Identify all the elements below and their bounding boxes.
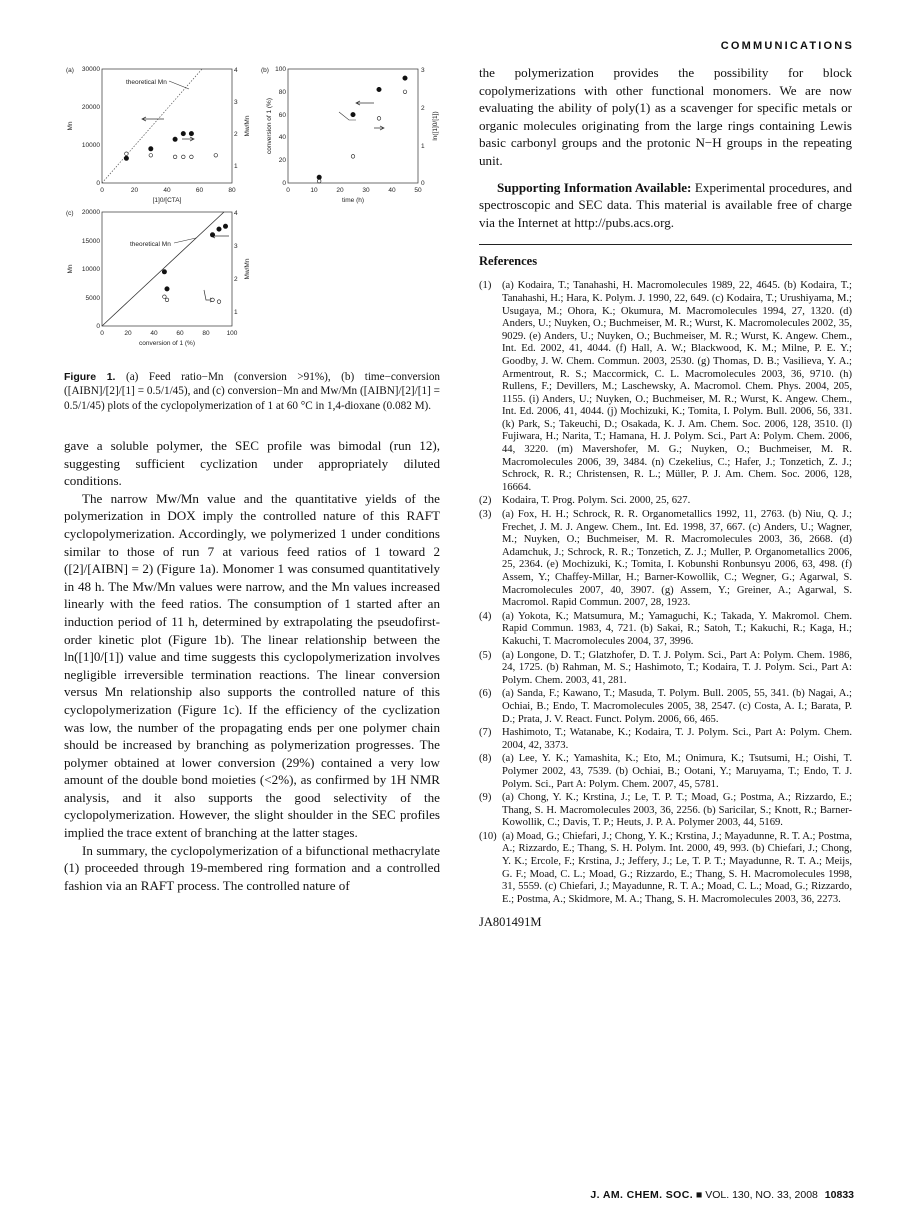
panel-a-label: (a)	[66, 67, 74, 74]
pb-y2tick: 3	[421, 67, 425, 74]
pb-y2tick: 0	[421, 180, 425, 187]
reference-number: (9)	[479, 792, 492, 804]
references-divider	[479, 244, 852, 245]
panel-c-mwmn-point	[163, 295, 167, 299]
pa-xtick: 20	[130, 187, 139, 194]
panel-b	[261, 66, 439, 204]
panel-a-mwmn-point	[214, 154, 218, 158]
panel-b-ln-point	[317, 179, 321, 183]
pa-y2tick: 2	[234, 131, 238, 138]
pc-xlabel: conversion of 1 (%)	[139, 340, 195, 347]
reference-number: (7)	[479, 727, 492, 739]
reference-number: (8)	[479, 753, 492, 765]
pb-y2label: ln([1]0/[1])	[432, 111, 439, 141]
reference-number: (4)	[479, 610, 492, 622]
panel-c-frame	[102, 212, 232, 326]
figure-caption-text: (a) Feed ratio−Mn (conversion >91%), (b) time−conversion ([AIBN]/[2]/[1] = 0.5/1/45), and (c) conversion−Mn and Mw/Mn ([AIBN]/[2]/[1] = 0.5/1/45) plots of the cyclopolymerization of 1 at 60 °C in 1,4-dioxane (0.082 M).	[64, 371, 441, 412]
panel-a-mn-point	[124, 156, 128, 160]
right-paragraph-1: the polymerization provides the possibility for block copolymerizations with other functional monomers. We are now evaluating the ability of poly(1) as a scavenger for specific metals or organic molecules originating from the large rings containing Lewis basic carbonyl groups and the protonic N−H groups in the repeating unit.	[479, 65, 852, 168]
figure-1	[64, 62, 454, 362]
reference-text: Kodaira, T. Prog. Polym. Sci. 2000, 25, 627.	[502, 495, 691, 507]
pb-ytick: 0	[282, 180, 286, 187]
panel-a	[66, 66, 251, 204]
left-paragraph-3: In summary, the cyclopolymerization of a bifunctional methacrylate (1) proceeded through 19-membered ring formation and a controlled fashion via an RAFT process. The controlled nature of	[64, 842, 440, 893]
pb-xtick: 0	[286, 187, 290, 194]
pa-y2tick: 3	[234, 99, 238, 106]
reference-text: (a) Sanda, F.; Kawano, T.; Masuda, T. Polym. Bull. 2005, 55, 341. (b) Nagai, A.; Ochiai, B.; Endo, T. Macromolecules 2005, 38, 2547. (c) Costa, A. I.; Barata, P. D.; Prata, J. V. React. Funct. Polym. 2006, 66, 465.	[502, 688, 852, 725]
reference-text: (a) Chong, Y. K.; Krstina, J.; Le, T. P. T.; Moad, G.; Postma, A.; Rizzardo, E.; Thang, S. H. Macromolecules 2003, 36, 2256. (b) Saricilar, S.; Knott, R.; Barner-Kowollik, C.; Davis, T. P.; Heuts, J. P. A. Polymer 2003, 44, 5169.	[502, 792, 852, 829]
panel-c-mn-point	[223, 224, 227, 228]
pc-xtick: 40	[150, 330, 158, 337]
panel-b-conversion-point	[403, 76, 407, 80]
pb-xlabel: time (h)	[341, 197, 365, 204]
pc-ytick: 0	[96, 323, 100, 330]
footer-page-number: 10833	[824, 1189, 854, 1201]
reference-number: (5)	[479, 649, 492, 661]
pb-xtick: 10	[310, 187, 318, 194]
reference-text: (a) Moad, G.; Chiefari, J.; Chong, Y. K.; Krstina, J.; Mayadunne, R. T. A.; Postma, A.; Rizzardo, E.; Thang, S. H. Polym. Int. 2000, 49, 993. (b) Chiefari, J.; Chong, Y. K.; Ercole, F.; Krstina, J.; Jeffery, J.; Le, T. P. T.; Mayadunne, R. T. A.; Meijs, G. F.; Moad, C. L.; Moad, G.; Rizzardo, E.; Thang, S. H. Macromolecules 1998, 31, 5559. (c) Chiefari, J.; Mayadunne, R. T. A.; Moad, C. L.; Moad, G.; Rizzardo, E.; Postma, A.; Skidmore, M. A.; Thang, S. H. Macromolecules 2003, 36, 2273.	[502, 830, 852, 905]
panel-a-arrow-left	[142, 117, 164, 121]
reference-item	[479, 495, 852, 508]
pb-y2tick: 2	[421, 105, 425, 112]
left-column	[64, 437, 440, 894]
panel-a-mwmn-point	[190, 155, 194, 159]
pb-y2tick: 1	[421, 143, 425, 150]
pa-ytick: 0	[96, 180, 100, 187]
panel-b-frame	[288, 69, 418, 183]
reference-item	[479, 509, 852, 610]
panel-a-mwmn-point	[173, 155, 177, 159]
footer-volume: VOL. 130, NO. 33, 2008	[705, 1189, 818, 1201]
pc-y2label: Mw/Mn	[244, 258, 251, 280]
pb-ytick: 80	[278, 89, 286, 96]
panel-b-conversion-point	[317, 175, 321, 179]
reference-number: (1)	[479, 280, 492, 292]
figure-caption	[64, 370, 440, 413]
panel-b-label: (b)	[261, 67, 269, 74]
pa-ytick: 20000	[81, 104, 100, 111]
reference-item	[479, 792, 852, 830]
pc-y2tick: 1	[234, 309, 238, 316]
pa-y2label: Mw/Mn	[244, 115, 251, 137]
left-paragraph-1: gave a soluble polymer, the SEC profile was bimodal (run 12), suggesting sufficient cyclization under appropriately diluted conditions.	[64, 438, 440, 489]
references-list	[479, 280, 852, 906]
references-heading: References	[479, 254, 538, 269]
panel-b-arrow-right	[374, 126, 384, 130]
supporting-information	[479, 179, 852, 232]
pc-xtick: 20	[124, 330, 132, 337]
panel-a-mwmn-point	[125, 152, 129, 156]
panel-c-mwmn-point	[211, 298, 215, 302]
panel-b-ln-point	[403, 90, 407, 94]
figure-caption-label: Figure 1.	[64, 371, 116, 383]
pc-y2tick: 2	[234, 276, 238, 283]
reference-number: (10)	[479, 830, 497, 842]
reference-text: (a) Lee, Y. K.; Yamashita, K.; Eto, M.; Onimura, K.; Tsutsumi, H.; Oishi, T. Polymer 2002, 43, 7539. (b) Ochiai, B.; Ootani, Y.; Maruyama, T.; Endo, T. J. Polym. Sci., Part A: Polym. Chem. 2007, 45, 5781.	[502, 753, 852, 790]
pb-ytick: 60	[278, 112, 286, 119]
footer-journal: J. AM. CHEM. SOC.	[590, 1189, 694, 1201]
panel-c-label: (c)	[66, 210, 74, 217]
pc-y2tick: 4	[234, 210, 238, 217]
pc-xtick: 0	[100, 330, 104, 337]
pc-ytick: 15000	[81, 238, 100, 245]
pc-ytick: 20000	[81, 209, 100, 216]
pc-xtick: 80	[202, 330, 210, 337]
pa-xtick: 80	[228, 187, 236, 194]
panel-c-theory-line	[102, 212, 224, 326]
pa-y2tick: 1	[234, 163, 238, 170]
panel-b-ln-point	[351, 155, 355, 159]
panel-c	[66, 209, 251, 347]
pa-y2tick: 4	[234, 67, 238, 74]
panel-a-annotation-pointer	[169, 81, 189, 89]
panel-a-points	[124, 131, 217, 160]
pb-ytick: 100	[275, 66, 286, 73]
reference-item	[479, 280, 852, 494]
pc-xtick: 60	[176, 330, 184, 337]
reference-item	[479, 688, 852, 726]
reference-number: (3)	[479, 509, 492, 521]
pa-ytick: 10000	[81, 142, 100, 149]
panel-c-mn-point	[165, 287, 169, 291]
pb-xtick: 30	[362, 187, 370, 194]
panel-a-theory-line	[102, 69, 202, 183]
reference-text: (a) Fox, H. H.; Schrock, R. R. Organometallics 1992, 11, 2763. (b) Niu, Q. J.; Frechet, J. M. J. Angew. Chem., Int. Ed. 1998, 37, 667. (c) Anders, U.; Wagner, M.; Nuyken, O.; Buchmeiser, M. R. Macromolecules 2003, 36, 2668. (d) Adamchuk, J.; Schrock, R. R.; Tonzetich, Z. J.; Muller, P. Organometallics 2006, 25, 2364. (e) Mochizuki, K.; Tomita, I. Kobunshi Ronbunsyu 2006, 63, 498. (f) Assem, Y.; Chaffey-Millar, H.; Barner-Kowollik, C.; Wegner, G.; Agarwal, S. Macromolecules 2007, 40, 3907. (g) Assem, Y.; Greiner, A.; Agarwal, S. Macromol. Rapid Commun. 2007, 28, 1923.	[502, 509, 852, 609]
pa-xtick: 40	[163, 187, 171, 194]
panel-c-annotation: theoretical Mn	[130, 241, 171, 248]
reference-item	[479, 611, 852, 649]
pb-ytick: 40	[278, 134, 286, 141]
reference-text: (a) Yokota, K.; Matsumura, M.; Yamaguchi, K.; Takada, Y. Makromol. Chem. Rapid Commun. 1983, 4, 721. (b) Sakai, R.; Satoh, T.; Kakuchi, R.; Kaga, H.; Kakuchi, T. Macromolecules 2004, 37, 3996.	[502, 610, 852, 647]
panel-a-mn-point	[181, 131, 185, 135]
panel-a-mn-point	[189, 131, 193, 135]
reference-text: (a) Kodaira, T.; Tanahashi, H. Macromolecules 1989, 22, 4645. (b) Kodaira, T.; Tanahashi, H.; Hara, K. Polym. J. 1990, 22, 649. (c) Kodaira, T.; Urushiyama, M.; Usugaya, M.; Ohora, K.; Okumura, M. Macromolecules 1994, 27, 1320. (d) Anders, U.; Nuyken, O.; Buchmeiser, M. R.; Wurst, K. Macromolecules 2002, 35, 9029. (e) Anders, U.; Nuyken, O.; Buchmeiser, M. R.; Wurst, K. Angew. Chem., Int. Ed. 2002, 41, 4044. (f) Hall, A. W.; Blackwood, K. M.; Milne, P. E. Y.; Goodby, J. W. Chem. Commun. 2003, 2530. (g) Thomas, D. B.; Vasilieva, Y. A.; Armentrout, R. S.; Maccormick, C. L. Macromolecules 2003, 36, 9710. (h) Rullens, F.; Devillers, M.; Laschewsky, A. Macromol. Chem. Phys. 2004, 205, 1155. (i) Anders, U.; Nuyken, O.; Buchmeiser, M. R.; Wurst, K. Angew. Chem., Int. Ed. 2006, 41, 4044. (j) Mochizuki, K.; Tomita, I. Polym. Bull. 2006, 56, 331. (k) Park, S.; Takeuchi, D.; Osakada, K. J. Am. Chem. Soc. 2006, 128, 3510. (l) Fujiwara, H.; Narita, T.; Hamana, H. J. Polym. Sci., Part A: Polym. Chem. 2006, 44, 3220. (m) Mavershofer, M. G.; Nuyken, O.; Buchmeiser, M. R. Macromolecules 2006, 39, 3484. (n) Czekelius, C.; Hafer, J.; Tonzetich, Z. J.; Schrock, R. R.; Christensen, R. L.; Müller, P. J. Am. Chem. Soc. 2006, 128, 16664.	[502, 280, 852, 493]
pb-xtick: 50	[414, 187, 422, 194]
manuscript-id: JA801491M	[479, 915, 542, 930]
panel-b-conversion-point	[351, 112, 355, 116]
panel-a-mn-point	[149, 147, 153, 151]
pc-y2tick: 3	[234, 243, 238, 250]
right-column	[479, 64, 852, 930]
pb-ytick: 20	[278, 157, 286, 164]
reference-text: Hashimoto, T.; Watanabe, K.; Kodaira, T. J. Polym. Sci., Part A: Polym. Chem. 2004, 42, 3373.	[502, 727, 852, 751]
supporting-information-text: Experimental procedures, and spectroscopic and SEC data. This material is available free of charge via the Internet at http://pubs.acs.org.	[479, 179, 853, 230]
reference-number: (6)	[479, 688, 492, 700]
supporting-information-label: Supporting Information Available:	[497, 179, 692, 195]
reference-text: (a) Longone, D. T.; Glatzhofer, D. T. J. Polym. Sci., Part A: Polym. Chem. 1986, 24, 1725. (b) Rahman, M. S.; Hashimoto, T.; Kodaira, T. J. Polym. Sci., Part A: Polym. Chem. 2003, 41, 281.	[502, 649, 852, 686]
pc-ytick: 10000	[81, 266, 100, 273]
pb-ylabel: conversion of 1 (%)	[266, 98, 273, 154]
left-paragraph-2: The narrow Mw/Mn value and the quantitative yields of the polymerization in DOX imply the controlled nature of this RAFT cyclopolymerization. Accordingly, we polymerized 1 under conditions similar to those of run 7 at various feed ratios of 1 toward 2 ([2]/[AIBN] = 2) (Figure 1a). Monomer 1 was consumed quantitatively in 48 h. The Mw/Mn values were narrow, and the Mn values increased linearly with the feed ratios. The consumption of 1 started after an induction period of 11 h, determined by extrapolating the pseudofirst-order kinetic plot (Figure 1b). The linear relationship between the ln([1]0/[1]) value and time suggests this cyclopolymerization involves negligible irreversible termination reactions. The linear conversion versus Mn relationship also supports the controlled nature of this cyclopolymerization (Figure 1c). If the efficiency of the cyclization was low, the number of the propagating ends per one polymer chain should be increased by branching as polymerization progresses. The polymer obtained at lower conversion (29%) contained a very low amount of the double bond moieties (<2%), as confirmed by 1H NMR analysis, and it also supports the good selectivity of the cyclopolymerization. However, the slight shoulder in the SEC profiles implied the trace extent of branching at the latter stages.	[64, 490, 440, 841]
panel-a-mn-point	[173, 137, 177, 141]
panel-b-conversion-point	[377, 87, 381, 91]
pb-xtick: 40	[388, 187, 396, 194]
panel-c-mwmn-point	[217, 300, 221, 304]
panel-a-frame	[102, 69, 232, 183]
panel-b-arrow-left	[356, 101, 374, 105]
pb-xtick: 20	[336, 187, 344, 194]
panel-c-mn-point	[162, 270, 166, 274]
section-header: COMMUNICATIONS	[720, 40, 854, 52]
reference-item	[479, 753, 852, 791]
panel-b-ln-point	[377, 117, 381, 121]
panel-a-mwmn-point	[182, 155, 186, 159]
figure-1-plots	[64, 62, 454, 362]
panel-a-arrow-right	[182, 137, 194, 141]
reference-number: (2)	[479, 495, 492, 507]
reference-item	[479, 650, 852, 688]
pa-xlabel: [1]0/[CTA]	[152, 197, 182, 204]
reference-item	[479, 831, 852, 907]
pa-ylabel: Mn	[67, 121, 74, 131]
reference-item	[479, 727, 852, 752]
panel-c-annotation-pointer	[174, 238, 196, 243]
panel-c-mn-point	[210, 233, 214, 237]
panel-a-mwmn-point	[149, 154, 153, 158]
footer-bullet: ■	[695, 1189, 703, 1201]
pc-ylabel: Mn	[67, 264, 74, 274]
panel-b-points	[317, 76, 407, 183]
panel-a-annotation: theoretical Mn	[126, 79, 167, 86]
pa-xtick: 60	[195, 187, 204, 194]
pc-xtick: 100	[226, 330, 238, 337]
panel-c-mwmn-point	[165, 298, 169, 302]
panel-c-mn-point	[217, 227, 221, 231]
pc-ytick: 5000	[85, 295, 100, 302]
page-footer	[590, 1189, 854, 1201]
pa-ytick: 30000	[81, 66, 100, 73]
pa-xtick: 0	[100, 187, 104, 194]
